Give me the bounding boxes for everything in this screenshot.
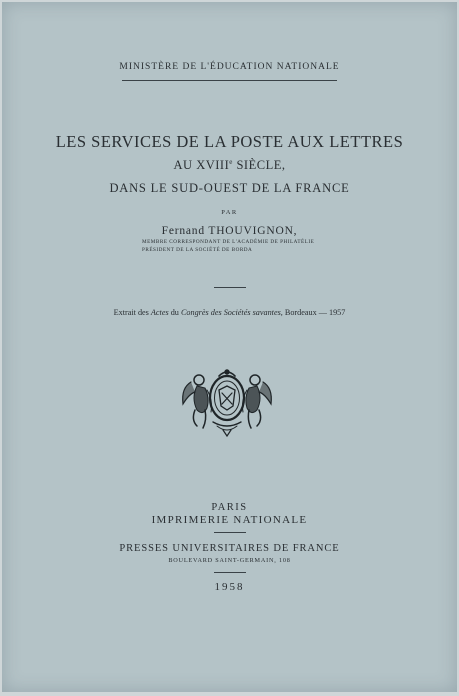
title-line-3: DANS LE SUD-OUEST DE LA FRANCE bbox=[109, 181, 350, 195]
century-superscript: e bbox=[229, 158, 233, 166]
author-name: Fernand THOUVIGNON, bbox=[161, 225, 298, 237]
title-line-2 bbox=[2, 158, 457, 173]
header-rule bbox=[122, 80, 337, 81]
imprint-printer: IMPRIMERIE NATIONALE bbox=[151, 514, 308, 526]
republic-seal-with-cherubs-icon bbox=[177, 360, 277, 440]
divider-rule-1 bbox=[214, 287, 246, 288]
extract-notice bbox=[2, 308, 457, 317]
author-affiliation-1: MEMBRE CORRESPONDANT DE L'ACADÉMIE DE PHILATÉLIE bbox=[142, 239, 315, 245]
title-line-2-prefix: AU XVIII bbox=[173, 158, 230, 173]
extract-italic-actes: Actes bbox=[150, 308, 169, 317]
title-line-1: LES SERVICES DE LA POSTE AUX LETTRES bbox=[55, 132, 404, 151]
divider-rule-2 bbox=[214, 532, 246, 533]
title-line-2-suffix: SIÈCLE, bbox=[232, 158, 286, 173]
extract-prefix: Extrait des bbox=[113, 308, 151, 317]
imprint-publisher: PRESSES UNIVERSITAIRES DE FRANCE bbox=[119, 543, 340, 554]
par-label: PAR bbox=[221, 209, 238, 216]
imprint-city: PARIS bbox=[211, 502, 248, 513]
publication-year: 1958 bbox=[214, 581, 245, 593]
ministry-header: MINISTÈRE DE L'ÉDUCATION NATIONALE bbox=[119, 62, 340, 72]
author-affiliation-2: PRÉSIDENT DE LA SOCIÉTÉ DE BORDA bbox=[142, 247, 253, 253]
booklet-cover bbox=[2, 2, 457, 692]
divider-rule-3 bbox=[214, 572, 246, 573]
extract-italic-congres: Congrès des Sociétés savantes bbox=[180, 308, 281, 317]
extract-suffix: , Bordeaux — 1957 bbox=[280, 308, 346, 317]
imprint-address: BOULEVARD SAINT-GERMAIN, 108 bbox=[168, 557, 291, 564]
extract-mid: du bbox=[168, 308, 181, 317]
